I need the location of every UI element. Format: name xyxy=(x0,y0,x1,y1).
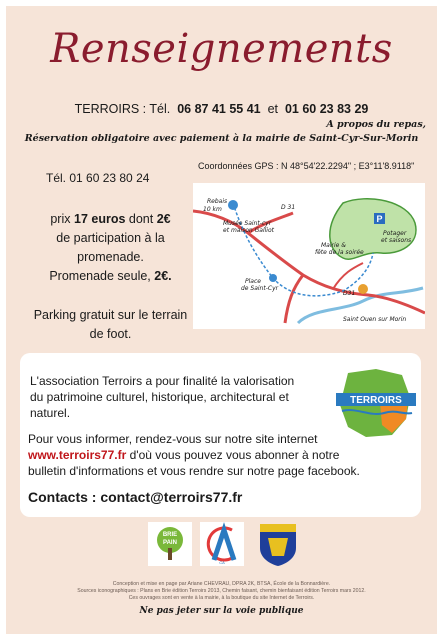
price-line-3: promenade. xyxy=(77,250,144,264)
repas-heading: A propos du repas, xyxy=(326,119,426,130)
map-label-mairie: Mairie & xyxy=(321,242,346,249)
association-info-box xyxy=(20,353,421,517)
map-road-branch xyxy=(285,275,303,323)
phone-number-2[interactable]: 01 60 23 83 29 xyxy=(284,102,369,116)
gps-coordinates: Coordonnées GPS : N 48°54'22.2294" ; E3°11'8.9118" xyxy=(198,161,415,171)
map-marker-mairie xyxy=(358,284,368,294)
price-amount: 17 euros xyxy=(74,212,126,226)
map-label-rebais: Rebais xyxy=(207,198,228,205)
phone-connector: et xyxy=(267,102,278,116)
map-label-musee-2: et maison Galliot xyxy=(223,227,274,234)
phone-number-1[interactable]: 06 87 41 55 41 xyxy=(177,102,261,116)
partner-logo-blason xyxy=(258,522,298,566)
map-label-potager: Potager xyxy=(383,230,407,237)
repas-reservation: Réservation obligatoire avec paiement à la mairie de Saint-Cyr-Sur-Morin xyxy=(24,133,419,144)
assoc-line-3: naturel. xyxy=(30,406,71,420)
price-prefix: prix xyxy=(50,212,71,226)
price-line-2: de participation à la xyxy=(56,231,165,245)
parking-info xyxy=(28,306,193,344)
inform-line-3: bulletin d'informations et vous rendre sur notre page facebook. xyxy=(28,464,360,478)
brie-logo-text-2: PAIN xyxy=(163,540,177,546)
map-marker-musee xyxy=(228,200,238,210)
website-link[interactable]: www.terroirs77.fr xyxy=(28,448,127,462)
credits-line-2: Sources iconographiques : Plans en Brie édition Terroirs 2013, Chemin faisant, chemin bienfaisant édition Terroirs mars 2012. xyxy=(77,587,366,594)
credits-line-1: Conception et mise en page par Ariane CHEVRAU, DPRA 2K, BTSA, École de la Bonnardière. xyxy=(112,581,331,587)
credits-line-3: Ces ouvrages sont en vente à la mairie, à la boutique du site Internet de Terroirs. xyxy=(128,594,315,601)
price-info xyxy=(28,210,193,286)
map-parking-letter: P xyxy=(376,214,383,224)
price-mid: dont xyxy=(128,212,154,226)
map-label-potager-2: et saisons xyxy=(381,237,412,244)
inform-line-2: d'où vous pouvez vous abonner à notre xyxy=(129,448,340,462)
association-description xyxy=(30,373,330,421)
terroirs-logo-text: TERROIRS xyxy=(350,395,402,406)
credits xyxy=(6,581,437,601)
footer-notice: Ne pas jeter sur la voie publique xyxy=(139,606,304,616)
map-marker-place xyxy=(269,274,277,282)
parking-line-1: Parking gratuit sur le terrain xyxy=(33,308,188,322)
inform-line-1: Pour vous informer, rendez-vous sur notre site internet xyxy=(28,432,318,446)
brie-logo-text: BRIE xyxy=(162,532,178,538)
location-map xyxy=(193,183,425,329)
assoc-line-1: L'association Terroirs a pour finalité la valorisation xyxy=(30,374,295,388)
price-participation: 2€ xyxy=(156,212,171,226)
map-road-link xyxy=(333,263,363,289)
contact-phones xyxy=(6,102,437,116)
partner-logo-brie xyxy=(148,522,192,566)
ca-logo-text: CA xyxy=(219,560,225,565)
mairie-phone[interactable]: Tél. 01 60 23 80 24 xyxy=(46,171,150,185)
map-label-mairie-2: fête de la soirée xyxy=(315,249,364,256)
contact-prefix: TERROIRS : Tél. xyxy=(74,102,171,116)
promenade-amount: 2€. xyxy=(154,269,172,283)
map-label-musee: Musée Saint-cyr xyxy=(223,220,272,227)
map-label-d31: D 31 xyxy=(281,204,296,211)
partner-logo-ca xyxy=(200,522,244,566)
terroirs-logo xyxy=(336,367,416,439)
contact-email[interactable]: Contacts : contact@terroirs77.fr xyxy=(28,489,243,505)
map-label-d31b: D31 xyxy=(343,290,356,297)
promenade-prefix: Promenade seule, xyxy=(49,269,151,283)
assoc-line-2: du patrimoine culturel, historique, architectural et xyxy=(30,390,289,404)
map-label-place-2: de Saint-Cyr xyxy=(241,285,279,292)
flyer-page xyxy=(6,6,437,634)
map-label-place: Place xyxy=(245,278,261,285)
map-label-rebais-km: 10 km xyxy=(203,206,222,213)
map-label-saint-ouen: Saint Ouen sur Morin xyxy=(343,316,407,323)
parking-line-2: de foot. xyxy=(89,327,132,341)
page-title: Renseignements xyxy=(50,26,393,72)
